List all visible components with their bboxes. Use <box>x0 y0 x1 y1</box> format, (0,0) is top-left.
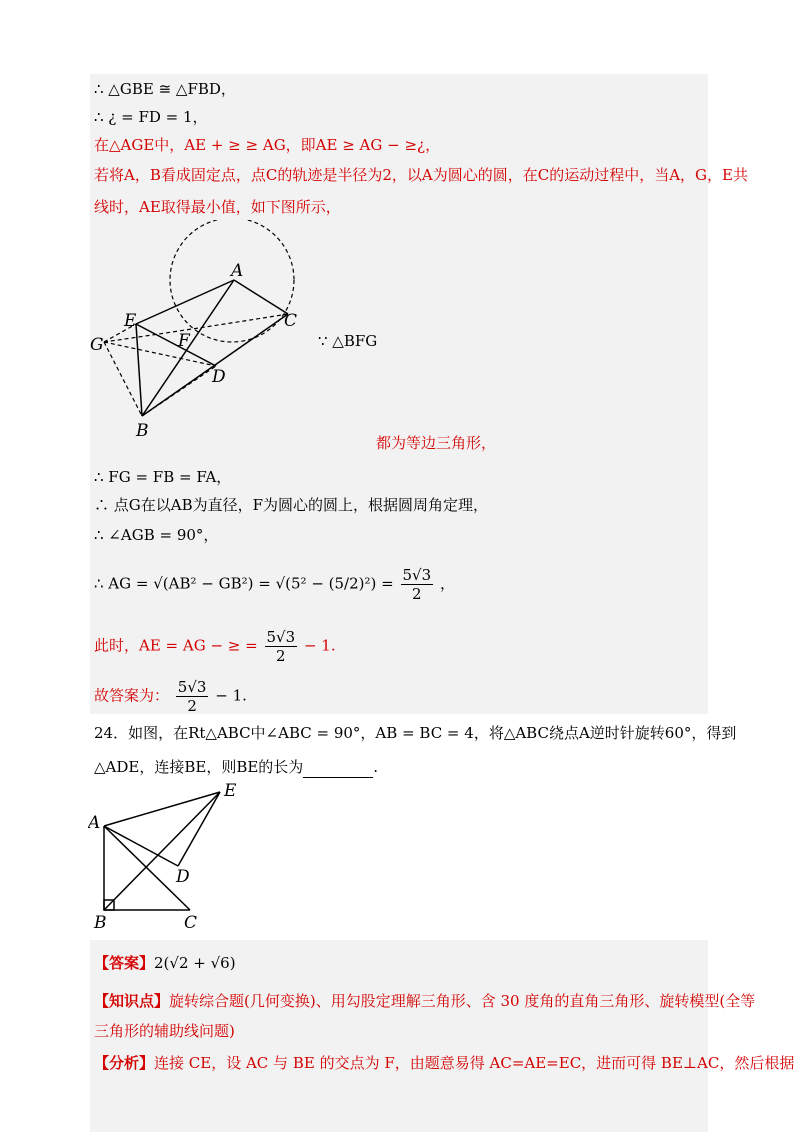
line11-prefix: 故答案为： <box>94 686 170 705</box>
knowledge-line-2: 三角形的辅助线问题) <box>94 1022 235 1040</box>
solution-line-7: ∴ 点G在以AB为直径，F为圆心的圆上，根据圆周角定理， <box>94 496 489 514</box>
line11-numerator: 5√3 <box>177 678 207 696</box>
line9-fraction <box>401 566 434 603</box>
label-C: C <box>184 913 198 933</box>
solution-line-4: 若将A，B看成固定点，点C的轨迹是半径为2，以A为圆心的圆，在C的运动过程中，当A，G，E共 <box>94 166 748 184</box>
solution-line-6: ∴ FG = FB = FA， <box>94 468 232 486</box>
question-line-2-text: △ADE，连接BE，则BE的长为 <box>94 758 304 776</box>
line11-fraction <box>176 678 209 715</box>
solution-line-1: ∴ △GBE ≅ △FBD， <box>94 80 236 98</box>
label-E: E <box>124 311 137 331</box>
knowledge-text-1: 旋转综合题(几何变换)、用勾股定理解三角形、含 30 度角的直角三角形、旋转模型(全等 <box>169 992 756 1010</box>
segment-GB <box>104 342 142 416</box>
equilateral-note: 都为等边三角形， <box>376 434 497 452</box>
solution-line-10 <box>94 628 336 665</box>
answer-value: 2(√2 + √6) <box>154 954 236 972</box>
analysis-line <box>94 1052 794 1074</box>
label-D: D <box>212 367 226 387</box>
solution-line-11 <box>94 678 247 715</box>
label-G: G <box>90 335 104 355</box>
analysis-text: 连接 CE，设 AC 与 BE 的交点为 F，由题意易得 AC=AE=EC，进而可得 BE⊥AC，然后根据 <box>154 1054 795 1072</box>
label-C: C <box>284 311 298 331</box>
label-B: B <box>136 421 149 441</box>
question-line-1: 24．如图，在Rt△ABC中∠ABC = 90°，AB = BC = 4，将△ABC绕点A逆时针旋转60°，得到 <box>94 724 737 742</box>
line10-denominator: 2 <box>276 647 286 665</box>
label-A: A <box>88 813 101 833</box>
knowledge-tag: 【知识点】 <box>94 992 170 1010</box>
solution-line-2: ∴ ¿ = FD = 1， <box>94 108 208 126</box>
question-line-2-end: . <box>373 758 379 776</box>
answer-blank <box>303 763 373 778</box>
answer-tag: 【答案】 <box>94 954 155 972</box>
figure-side-note: ∵ △BFG <box>318 332 378 350</box>
analysis-tag: 【分析】 <box>94 1054 155 1072</box>
label-B: B <box>94 913 107 933</box>
segment-EB <box>136 324 142 416</box>
line9-suffix: ， <box>439 574 455 593</box>
label-E: E <box>224 782 237 801</box>
question-line-2 <box>94 756 378 778</box>
line9-denominator: 2 <box>412 585 422 603</box>
line11-denominator: 2 <box>187 697 197 715</box>
label-A: A <box>231 261 244 281</box>
solution-line-5: 线时，AE取得最小值，如下图所示， <box>94 198 341 216</box>
label-D: D <box>176 867 190 887</box>
answer-line <box>94 952 236 974</box>
solution-line-9 <box>94 566 455 603</box>
line9-numerator: 5√3 <box>402 566 432 584</box>
segment-ED <box>136 324 216 366</box>
segment-AC <box>234 280 288 314</box>
label-F: F <box>178 331 190 351</box>
solution-line-8: ∴ ∠AGB = 90°， <box>94 526 219 544</box>
knowledge-line-1 <box>94 990 755 1012</box>
solution-line-3: 在△AGE中，AE + ≥ ≥ AG，即AE ≥ AG − ≥¿， <box>94 136 441 154</box>
line10-numerator: 5√3 <box>266 628 296 646</box>
line10-prefix: 此时，AE = AG − ≥ = <box>94 636 258 655</box>
line10-fraction <box>265 628 298 665</box>
figure-rotation <box>88 782 248 934</box>
line11-suffix: − 1. <box>215 686 247 705</box>
segment-GD <box>104 342 216 366</box>
figure-circle-construction <box>88 220 318 442</box>
line9-prefix: ∴ AG = √(AB² − GB²) = √(5² − (5/2)²) = <box>94 574 394 593</box>
line10-suffix: − 1. <box>303 636 336 655</box>
